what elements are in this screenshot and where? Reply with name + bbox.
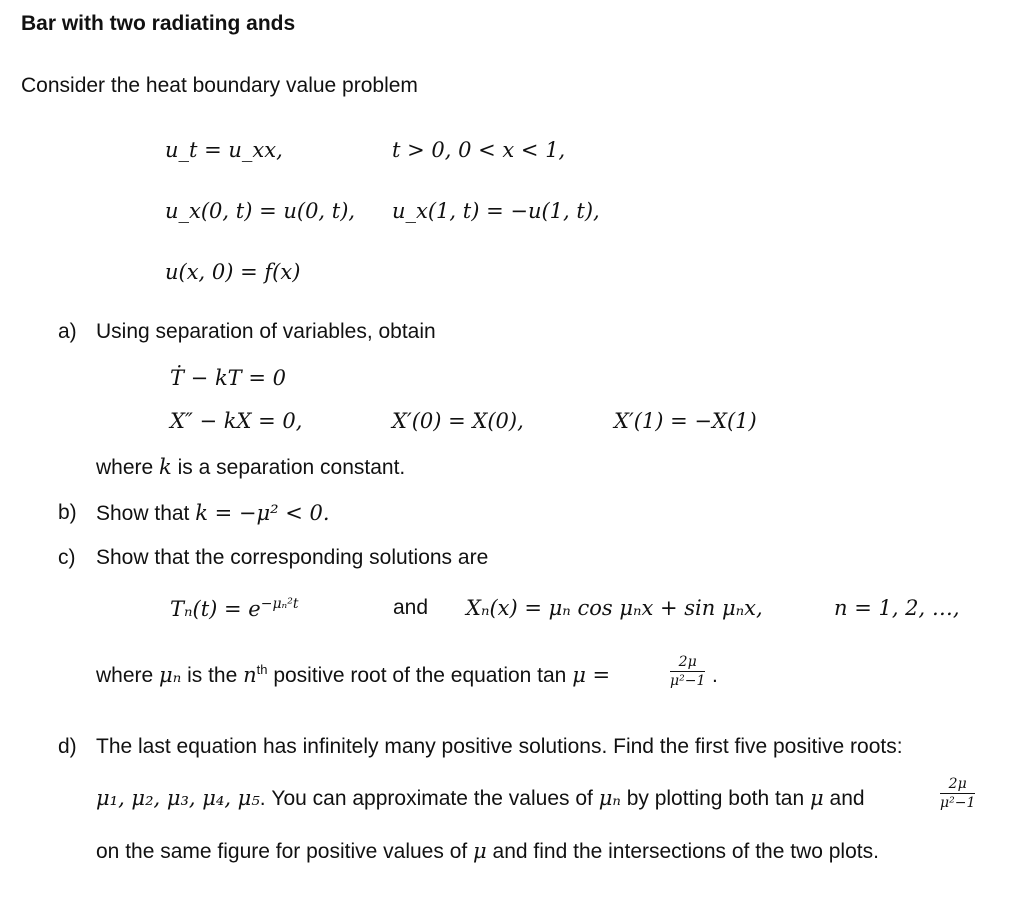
part-b-math: k = −μ² < 0. <box>195 501 330 525</box>
part-d-label: d) <box>58 735 77 758</box>
part-b-label: b) <box>58 501 77 524</box>
root-condition-line <box>96 662 610 688</box>
fraction-c-num: 2μ <box>670 654 705 672</box>
line3-mu: μ <box>473 839 487 863</box>
nth: $n^{th}$ <box>243 662 268 687</box>
part-d-line3 <box>96 839 879 864</box>
part-b-text: Show that <box>96 502 190 525</box>
line3a: on the same figure for positive values of <box>96 840 468 863</box>
eq-X: X″ − kX = 0, <box>170 409 303 433</box>
where-line <box>96 455 405 480</box>
bc-X1: X′(1) = −X(1) <box>614 409 757 433</box>
part-a-label: a) <box>58 320 77 343</box>
Xn-solution: Xₙ(x) = μₙ cos μₙx + sin μₙx, <box>466 596 763 620</box>
fraction-c <box>670 654 705 689</box>
part-d-line1: The last equation has infinitely many positive solutions. Find the first five positive roots: <box>96 735 903 758</box>
part-c-text: Show that the corresponding solutions are <box>96 546 489 569</box>
Tn-exponent: −μₙ²t <box>260 596 299 612</box>
where-k: k <box>159 455 172 479</box>
mu-n: μₙ <box>159 663 182 687</box>
eq-T: Ṫ − kT = 0 <box>170 366 286 390</box>
part-d-line2 <box>96 786 865 811</box>
line2b: by plotting both tan <box>626 787 805 810</box>
n-range: n = 1, 2, …, <box>834 596 960 620</box>
where-prefix: where <box>96 456 154 479</box>
pde-domain: t > 0, 0 < x < 1, <box>392 138 566 162</box>
and-d: and <box>829 787 865 810</box>
fraction-c-den: μ²−1 <box>670 673 706 689</box>
fraction-d-num: 2μ <box>940 776 975 794</box>
where-3: positive root of the equation tan <box>273 664 567 687</box>
roots-list: μ₁, μ₂, μ₃, μ₄, μ₅ <box>96 786 260 810</box>
mu-d: μ <box>810 786 824 810</box>
where-1: where <box>96 664 154 687</box>
part-c-label: c) <box>58 546 76 569</box>
part-a-text: Using separation of variables, obtain <box>96 320 436 343</box>
line3b: and find the intersections of the two plots. <box>492 840 879 863</box>
bc-right: u_x(1, t) = −u(1, t), <box>392 199 600 223</box>
Tn-base: Tₙ(t) = e <box>170 597 261 621</box>
line2a: . You can approximate the values of <box>259 787 593 810</box>
bc-left: u_x(0, t) = u(0, t), <box>165 199 356 223</box>
period: . <box>712 664 718 687</box>
where-2: is the <box>187 664 238 687</box>
page-title: Bar with two radiating ands <box>21 12 296 35</box>
mu-n-d: μₙ <box>598 786 621 810</box>
mu-equals: μ = <box>572 663 611 687</box>
fraction-d <box>940 776 975 811</box>
where-suffix: is a separation constant. <box>177 456 406 479</box>
fraction-d-den: μ²−1 <box>940 795 976 811</box>
initial-condition: u(x, 0) = f(x) <box>165 260 301 284</box>
bc-X0: X′(0) = X(0), <box>392 409 524 433</box>
Tn-solution <box>170 596 298 621</box>
and-text: and <box>393 596 429 619</box>
intro-text: Consider the heat boundary value problem <box>21 74 418 97</box>
part-b-line <box>96 501 330 526</box>
pde-equation: u_t = u_xx, <box>165 138 283 162</box>
